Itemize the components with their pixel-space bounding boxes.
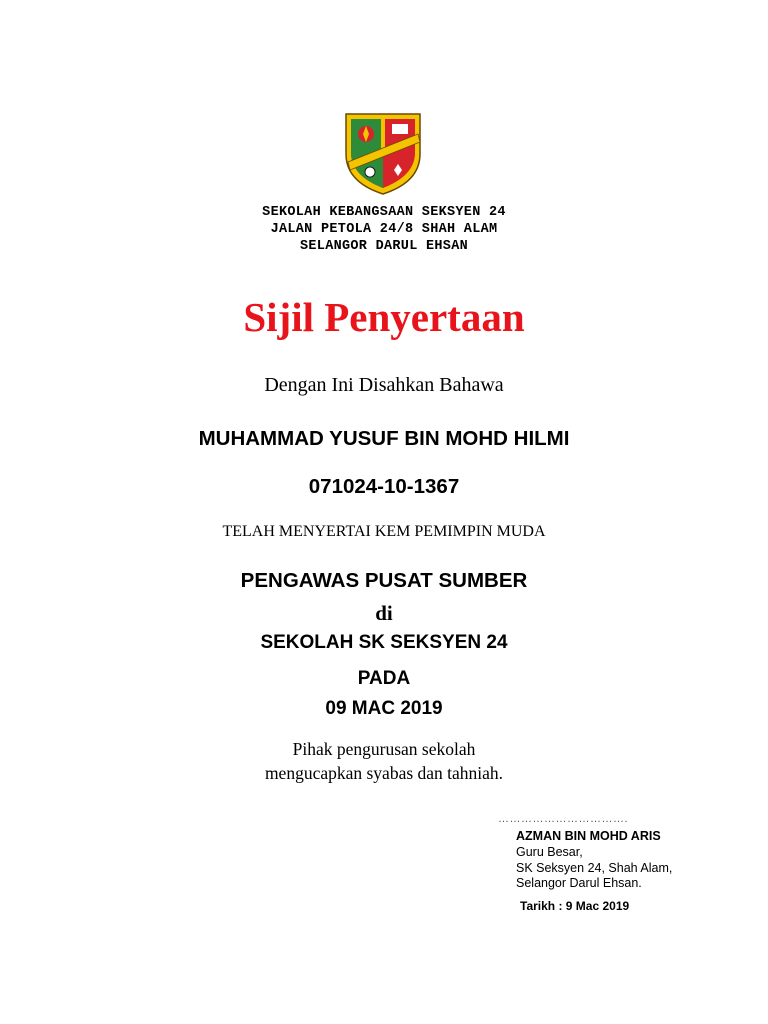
school-crest-icon [342, 110, 424, 196]
school-address-state: SELANGOR DARUL EHSAN [299, 239, 469, 254]
signature-date: Tarikh : 9 Mac 2019 [520, 898, 630, 913]
event-date: 09 MAC 2019 [325, 698, 443, 719]
signatory-address-2: Selangor Darul Ehsan. [516, 876, 642, 890]
closing-line-2: mengucapkan syabas dan tahniah. [264, 763, 504, 783]
signature-block [498, 812, 673, 914]
school-name: SEKOLAH KEBANGSAAN SEKSYEN 24 [262, 205, 506, 220]
signature-line: ……………………………. [498, 813, 629, 825]
recipient-id: 071024-10-1367 [308, 475, 460, 498]
signatory-address-1: SK Seksyen 24, Shah Alam, [516, 860, 673, 875]
at-word: di [375, 601, 393, 625]
on-word: PADA [357, 668, 411, 689]
school-address-street: JALAN PETOLA 24/8 SHAH ALAM [270, 222, 498, 237]
venue: SEKOLAH SK SEKSYEN 24 [260, 632, 508, 653]
recipient-name: MUHAMMAD YUSUF BIN MOHD HILMI [198, 427, 570, 450]
intro-text: Dengan Ini Disahkan Bahawa [264, 374, 504, 396]
certificate-title: Sijil Penyertaan [243, 294, 525, 340]
participation-statement: TELAH MENYERTAI KEM PEMIMPIN MUDA [222, 523, 546, 540]
signatory-position: Guru Besar, [516, 845, 583, 859]
signatory-name: AZMAN BIN MOHD ARIS [516, 829, 661, 843]
event-name: PENGAWAS PUSAT SUMBER [240, 569, 528, 592]
closing-line-1: Pihak pengurusan sekolah [292, 739, 476, 759]
